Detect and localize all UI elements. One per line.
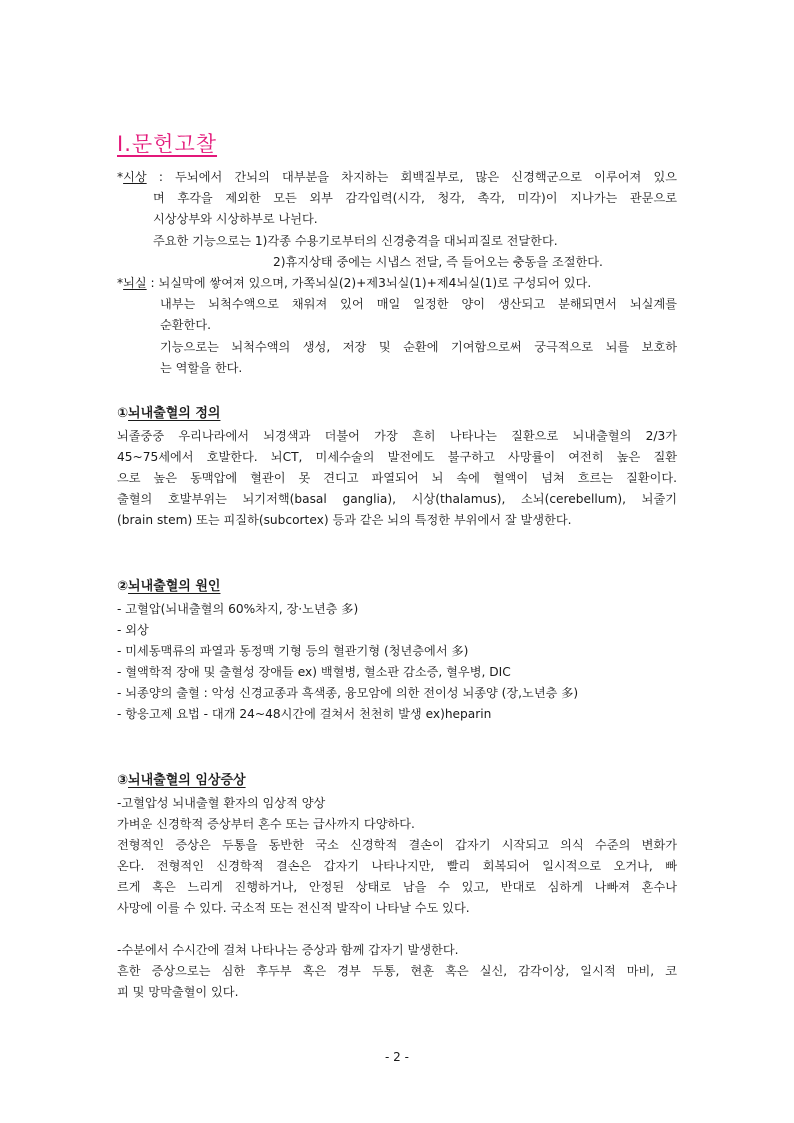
noesil-line-1 bbox=[117, 275, 591, 291]
section-1-heading bbox=[117, 402, 220, 421]
section-1-line-2: 45~75세에서 호발한다. 뇌CT, 미세수술의 발전에도 불구하고 사망률이 여전히 높은 질환 bbox=[117, 450, 677, 464]
section-1-line-4: 출혈의 호발부위는 뇌기저핵(basal ganglia), 시상(thalamus), 소뇌(cerebellum), 뇌줄기 bbox=[117, 492, 677, 506]
bullet-marker: * bbox=[117, 276, 124, 290]
section-3-line-2: 가벼운 신경학적 증상부터 혼수 또는 급사까지 다양하다. bbox=[117, 817, 415, 831]
section-1-title: 뇌내출혈의 정의 bbox=[128, 406, 221, 421]
section-3-title: 뇌내출혈의 임상증상 bbox=[128, 773, 246, 788]
cause-item: - 뇌종양의 출혈 : 악성 신경교종과 흑색종, 융모암에 의한 전이성 뇌종양 (장,노년층 多) bbox=[117, 686, 579, 700]
section-3-heading bbox=[117, 769, 246, 788]
section-3-line-6: 사망에 이를 수 있다. 국소적 또는 전신적 발작이 나타날 수도 있다. bbox=[117, 901, 470, 915]
section-3-line-9: 피 및 망막출혈이 있다. bbox=[117, 985, 239, 999]
cause-item: - 혈액학적 장애 및 출혈성 장애들 ex) 백혈병, 혈소판 감소증, 혈우병, DIC bbox=[117, 665, 511, 679]
page-number: - 2 - bbox=[385, 1050, 409, 1064]
section-2-heading bbox=[117, 575, 220, 594]
noesil-line-1-text: : 뇌실막에 쌓여져 있으며, 가쪽뇌실(2)+제3뇌실(1)+제4뇌실(1)로 구성되어 있다. bbox=[146, 276, 592, 290]
sisang-line-1-text: : 두뇌에서 간뇌의 대부분을 차지하는 회백질부로, 많은 신경핵군으로 이루어져 있으 bbox=[146, 170, 677, 184]
cause-item: - 고혈압(뇌내출혈의 60%차지, 장·노년층 多) bbox=[117, 602, 359, 616]
noesil-line-5: 는 역할을 한다. bbox=[160, 361, 243, 375]
page-title: Ⅰ.문헌고찰 bbox=[117, 132, 218, 156]
section-2-title: 뇌내출혈의 원인 bbox=[128, 579, 221, 594]
sisang-line-2: 며 후각을 제외한 모든 외부 감각입력(시각, 청각, 촉각, 미각)이 지나가는 관문으로 bbox=[153, 191, 677, 205]
sisang-line-3: 시상상부와 시상하부로 나뉜다. bbox=[153, 212, 318, 226]
section-3-line-1: -고혈압성 뇌내출혈 환자의 임상적 양상 bbox=[117, 796, 326, 810]
section-1-line-5: (brain stem) 또는 피질하(subcortex) 등과 같은 뇌의 특정한 부위에서 잘 발생한다. bbox=[117, 513, 572, 527]
section-3-line-7: -수분에서 수시간에 걸쳐 나타나는 증상과 함께 갑자기 발생한다. bbox=[117, 943, 459, 957]
section-3-line-8: 흔한 증상으로는 심한 후두부 혹은 경부 두통, 현훈 혹은 실신, 감각이상, 일시적 마비, 코 bbox=[117, 964, 677, 978]
noesil-line-3: 순환한다. bbox=[160, 318, 211, 332]
section-3-line-5: 르게 혹은 느리게 진행하거나, 안정된 상태로 남을 수 있고, 반대로 심하게 나빠져 혼수나 bbox=[117, 880, 677, 894]
sisang-line-4: 주요한 기능으로는 1)각종 수용기로부터의 신경충격을 대뇌피질로 전달한다. bbox=[153, 234, 558, 248]
sisang-line-1 bbox=[117, 169, 677, 185]
section-1-number: ① bbox=[117, 406, 129, 421]
section-3-line-3: 전형적인 증상은 두통을 동반한 국소 신경학적 결손이 갑자기 시작되고 의식 수준의 변화가 bbox=[117, 838, 677, 852]
cause-item: - 항응고제 요법 - 대개 24~48시간에 걸쳐서 천천히 발생 ex)heparin bbox=[117, 707, 492, 721]
bullet-marker: * bbox=[117, 170, 124, 184]
term-noesil: 뇌실 bbox=[123, 276, 147, 290]
section-3-number: ③ bbox=[117, 773, 129, 788]
cause-item: - 외상 bbox=[117, 623, 149, 637]
section-2-number: ② bbox=[117, 579, 129, 594]
term-sisang: 시상 bbox=[123, 170, 147, 184]
section-1-line-3: 으로 높은 동맥압에 혈관이 못 견디고 파열되어 뇌 속에 혈액이 넘쳐 흐르는 질환이다. bbox=[117, 471, 677, 485]
sisang-line-5: 2)휴지상태 중에는 시냅스 전달, 즉 들어오는 충동을 조절한다. bbox=[273, 255, 603, 269]
section-3-line-4: 온다. 전형적인 신경학적 결손은 갑자기 나타나지만, 빨리 회복되어 일시적으로 오거나, 빠 bbox=[117, 859, 677, 873]
noesil-line-4: 기능으로는 뇌척수액의 생성, 저장 및 순환에 기여함으로써 궁극적으로 뇌를 보호하 bbox=[160, 340, 677, 354]
section-1-line-1: 뇌졸중중 우리나라에서 뇌경색과 더불어 가장 흔히 나타나는 질환으로 뇌내출혈의 2/3가 bbox=[117, 429, 677, 443]
cause-item: - 미세동맥류의 파열과 동정맥 기형 등의 혈관기형 (청년층에서 多) bbox=[117, 644, 469, 658]
noesil-line-2: 내부는 뇌척수액으로 채워져 있어 매일 일정한 양이 생산되고 분해되면서 뇌실계를 bbox=[160, 297, 677, 311]
